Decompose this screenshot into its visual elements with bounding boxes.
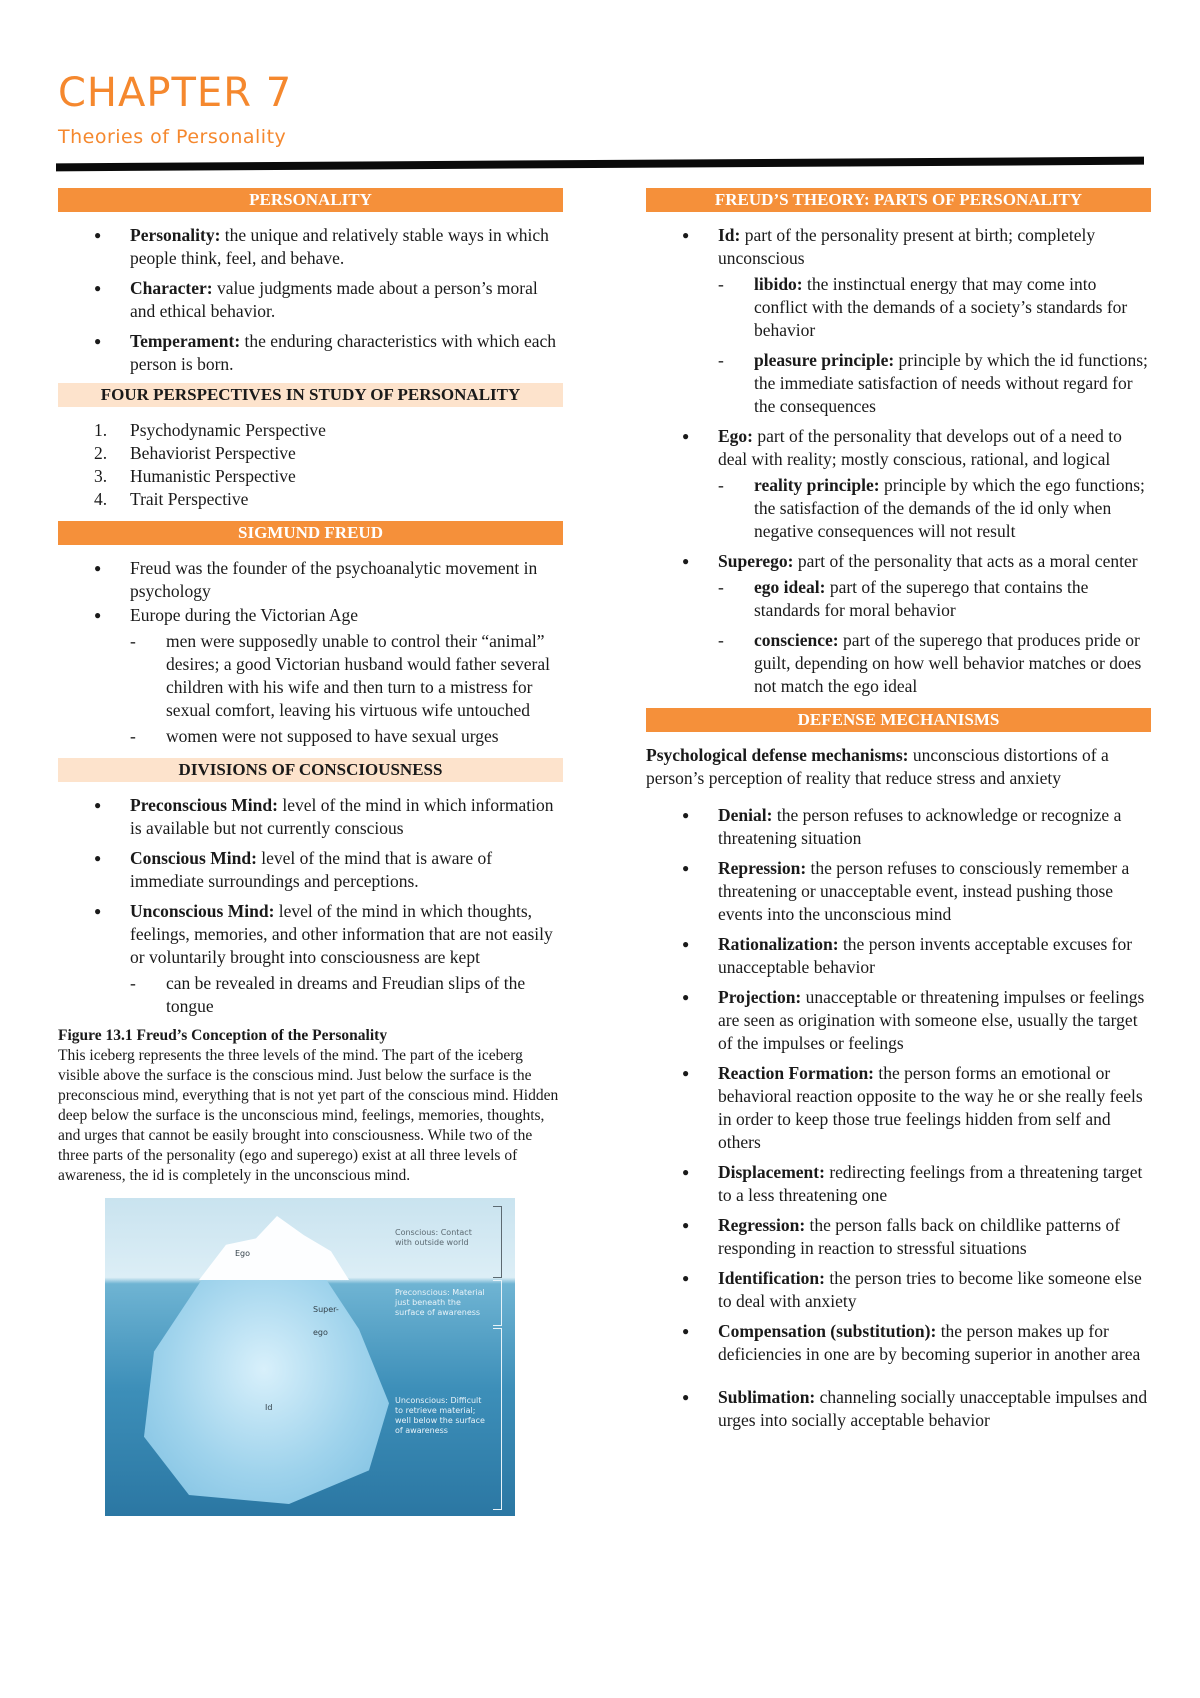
sub-item — [718, 349, 1151, 418]
list-item — [646, 986, 1151, 1055]
list-item — [646, 804, 1151, 850]
definition: level of the mind that is aware of immediate surroundings and perceptions. — [130, 848, 493, 891]
definition: part of the superego that contains the standards for moral behavior — [754, 577, 1089, 620]
section-header-parts: FREUD’S THEORY: PARTS OF PERSONALITY — [646, 188, 1151, 212]
list-item — [646, 550, 1151, 698]
list-item — [646, 933, 1151, 979]
term: pleasure principle: — [754, 350, 895, 370]
definition: the unique and relatively stable ways in which people think, feel, and behave. — [130, 225, 549, 268]
list-item — [58, 847, 563, 893]
bracket-conscious — [493, 1206, 502, 1278]
term: Regression: — [718, 1215, 806, 1235]
item-text: Trait Perspective — [130, 489, 249, 509]
desc-preconscious: Preconscious: Material just beneath the surface of awareness — [395, 1288, 485, 1317]
definition: the person refuses to consciously remember a threatening or unacceptable event, instead pushing those events into the unconscious mind — [718, 858, 1130, 924]
label-ego: Ego — [235, 1249, 251, 1258]
definition: the instinctual energy that may come into conflict with the demands of a society’s standards for behavior — [754, 274, 1128, 340]
definition: part of the personality that acts as a moral center — [793, 551, 1138, 571]
definition: the person forms an emotional or behavioral reaction opposite to the way he or she really feels in order to keep those true feelings hidden from self and others — [718, 1063, 1143, 1152]
figure-caption-block — [58, 1026, 563, 1186]
list-item — [646, 1320, 1151, 1366]
term: Sublimation: — [718, 1387, 816, 1407]
item-text: Psychodynamic Perspective — [130, 420, 326, 440]
list-item — [646, 425, 1151, 543]
section-header-defense: DEFENSE MECHANISMS — [646, 708, 1151, 732]
chapter-subtitle: Theories of Personality — [58, 126, 287, 148]
definition: part of the personality present at birth; completely unconscious — [718, 225, 1096, 268]
definition: value judgments made about a person’s moral and ethical behavior. — [130, 278, 538, 321]
definition: principle by which the ego functions; the satisfaction of the demands of the id only when negative consequences will not result — [754, 475, 1145, 541]
list-item — [646, 224, 1151, 418]
bracket-preconscious — [493, 1280, 502, 1326]
term: Projection: — [718, 987, 802, 1007]
sub-item — [130, 972, 563, 1018]
defense-intro — [646, 744, 1151, 790]
sub-list — [718, 576, 1151, 698]
label-superego: Super-ego — [313, 1305, 339, 1337]
definition: part of the personality that develops out of a need to deal with reality; mostly conscious, rational, and logical — [718, 426, 1122, 469]
definition: redirecting feelings from a threatening target to a less threatening one — [718, 1162, 1143, 1205]
header-divider — [56, 157, 1144, 172]
desc-conscious: Conscious: Contact with outside world — [395, 1228, 472, 1247]
list-item — [58, 442, 563, 465]
bracket-unconscious — [493, 1328, 502, 1510]
list-item — [58, 900, 563, 1018]
list-item — [646, 1214, 1151, 1260]
definition: level of the mind in which information is available but not currently conscious — [130, 795, 554, 838]
item-text: can be revealed in dreams and Freudian slips of the tongue — [166, 973, 526, 1016]
term: Temperament: — [130, 331, 241, 351]
sub-list — [718, 474, 1151, 543]
chapter-title: CHAPTER 7 — [58, 70, 293, 116]
list-item — [58, 794, 563, 840]
item-number: 4. — [94, 489, 108, 509]
section-header-divisions: DIVISIONS OF CONSCIOUSNESS — [58, 758, 563, 782]
term: conscience: — [754, 630, 839, 650]
term: Personality: — [130, 225, 221, 245]
definition: the person invents acceptable excuses for unacceptable behavior — [718, 934, 1133, 977]
desc-unconscious: Unconscious: Difficult to retrieve material; well below the surface of awareness — [395, 1396, 485, 1435]
definition: part of the superego that produces pride or guilt, depending on how well behavior matches or does not match the ego ideal — [754, 630, 1142, 696]
figure-caption: This iceberg represents the three levels of the mind. The part of the iceberg visible above the surface is the conscious mind. Just below the surface is the preconscious mind, everything that is not yet part of the conscious mind. Hidden deep below the surface is the unconscious mind, feelings, memories, thoughts, and urges that cannot be easily brought into consciousness. While two of the three parts of the personality (ego and superego) exist at all three levels of awareness, the id is completely in the unconscious mind. — [58, 1047, 559, 1184]
definition: the person tries to become like someone else to deal with anxiety — [718, 1268, 1142, 1311]
definition: channeling socially unacceptable impulses and urges into socially acceptable behavior — [718, 1387, 1148, 1430]
section-header-personality: PERSONALITY — [58, 188, 563, 212]
list-item — [646, 1267, 1151, 1313]
sub-item — [718, 576, 1151, 622]
list-item — [646, 857, 1151, 926]
perspectives-list — [58, 419, 563, 511]
definition: the person refuses to acknowledge or recognize a threatening situation — [718, 805, 1122, 848]
term: Psychological defense mechanisms: — [646, 745, 909, 765]
item-text: Europe during the Victorian Age — [130, 605, 359, 625]
section-header-freud: SIGMUND FREUD — [58, 521, 563, 545]
item-number: 1. — [94, 420, 108, 440]
sub-item — [718, 474, 1151, 543]
list-item — [58, 277, 563, 323]
sub-list — [130, 972, 563, 1018]
definition: level of the mind in which thoughts, feelings, memories, and other information that are not easily or voluntarily brought into consciousness are kept — [130, 901, 553, 967]
item-text: Freud was the founder of the psychoanalytic movement in psychology — [130, 558, 538, 601]
item-text: women were not supposed to have sexual urges — [166, 726, 499, 746]
item-text: Humanistic Perspective — [130, 466, 296, 486]
sub-list — [130, 630, 563, 748]
item-text: men were supposedly unable to control their “animal” desires; a good Victorian husband would father several children with his wife and then turn to a mistress for sexual comfort, leaving his virtuous wife untouched — [166, 631, 551, 720]
term: reality principle: — [754, 475, 880, 495]
item-number: 2. — [94, 443, 108, 463]
iceberg-tip — [199, 1216, 349, 1280]
iceberg-underwater — [139, 1280, 389, 1504]
term: Compensation (substitution): — [718, 1321, 937, 1341]
list-item — [646, 1161, 1151, 1207]
sub-item — [718, 273, 1151, 342]
term: Reaction Formation: — [718, 1063, 875, 1083]
list-item — [58, 330, 563, 376]
definition: the person falls back on childlike patterns of responding in reaction to stressful situations — [718, 1215, 1121, 1258]
freud-list — [58, 557, 563, 748]
term: libido: — [754, 274, 803, 294]
sub-item — [130, 725, 563, 748]
left-column — [58, 188, 563, 1516]
term: ego ideal: — [754, 577, 826, 597]
list-item — [58, 224, 563, 270]
term: Preconscious Mind: — [130, 795, 278, 815]
list-item — [58, 488, 563, 511]
defense-list — [646, 804, 1151, 1432]
term: Id: — [718, 225, 741, 245]
section-header-perspectives: FOUR PERSPECTIVES IN STUDY OF PERSONALITY — [58, 383, 563, 407]
sub-item — [718, 629, 1151, 698]
definition: unconscious distortions of a person’s perception of reality that reduce stress and anxiety — [646, 745, 1109, 788]
term: Character: — [130, 278, 213, 298]
term: Denial: — [718, 805, 773, 825]
definition: unacceptable or threatening impulses or feelings are seen as origination with someone else, usually the target of the impulses or feelings — [718, 987, 1145, 1053]
list-item — [58, 604, 563, 748]
label-id: Id — [265, 1403, 273, 1412]
sub-item — [130, 630, 563, 722]
list-item — [58, 419, 563, 442]
parts-list — [646, 224, 1151, 698]
personality-list — [58, 224, 563, 376]
term: Identification: — [718, 1268, 825, 1288]
term: Conscious Mind: — [130, 848, 257, 868]
term: Superego: — [718, 551, 794, 571]
definition: principle by which the id functions; the immediate satisfaction of needs without regard for the consequences — [754, 350, 1148, 416]
term: Rationalization: — [718, 934, 839, 954]
right-column — [646, 188, 1151, 1439]
item-number: 3. — [94, 466, 108, 486]
item-text: Behaviorist Perspective — [130, 443, 296, 463]
definition: the enduring characteristics with which each person is born. — [130, 331, 557, 374]
definition: the person makes up for deficiencies in one are by becoming superior in another area — [718, 1321, 1141, 1364]
term: Unconscious Mind: — [130, 901, 275, 921]
term: Displacement: — [718, 1162, 825, 1182]
sub-list — [718, 273, 1151, 418]
divisions-list — [58, 794, 563, 1018]
list-item — [646, 1386, 1151, 1432]
iceberg-figure — [105, 1198, 515, 1516]
term: Repression: — [718, 858, 807, 878]
term: Ego: — [718, 426, 753, 446]
figure-title: Figure 13.1 Freud’s Conception of the Personality — [58, 1027, 388, 1044]
list-item — [646, 1062, 1151, 1154]
list-item — [58, 557, 563, 603]
list-item — [58, 465, 563, 488]
